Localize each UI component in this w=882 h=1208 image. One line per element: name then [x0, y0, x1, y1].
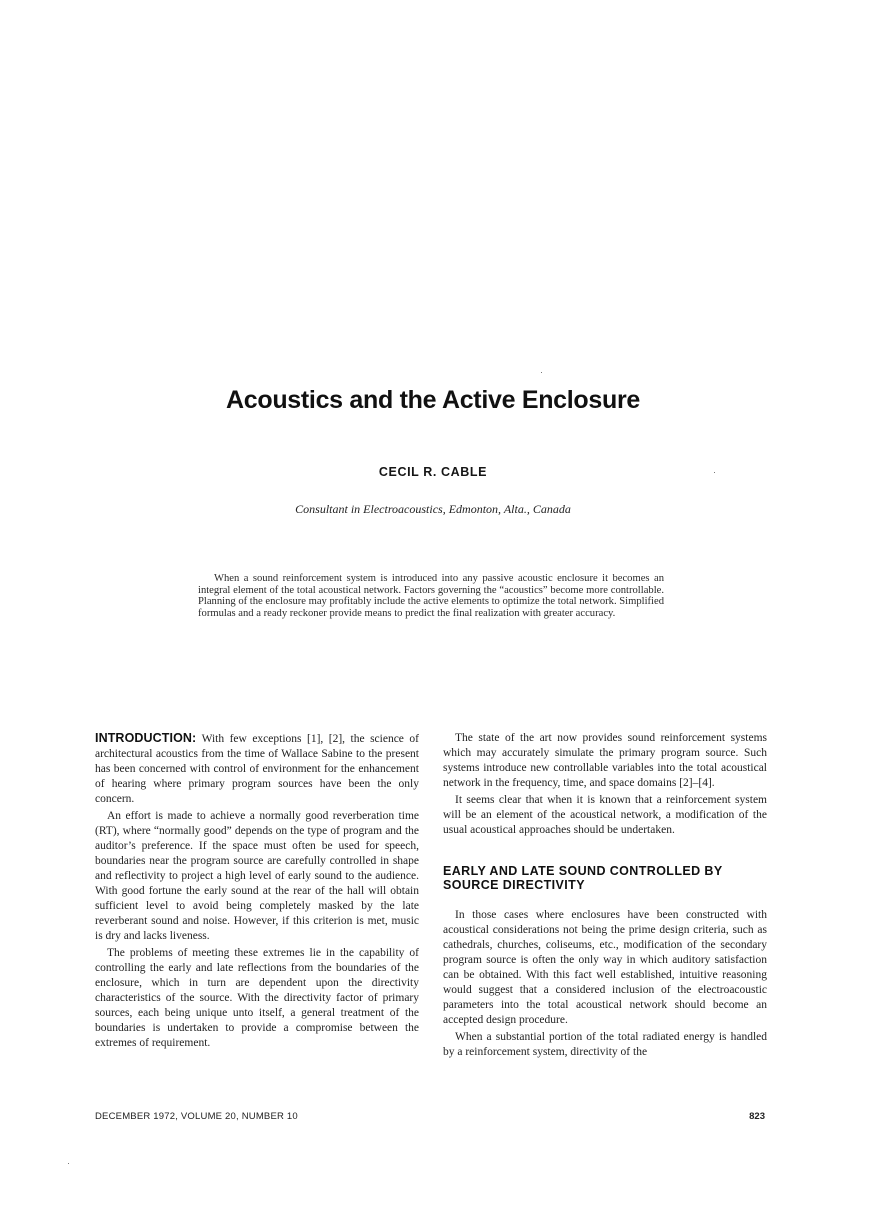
section-heading: EARLY AND LATE SOUND CONTROLLED BY SOURCE DIRECTIVITY: [443, 864, 723, 892]
right-column: [443, 731, 767, 1062]
body-paragraph: It seems clear that when it is known that a reinforcement system will be an element of the acoustical network, a modification of the usual acoustical approaches should be undertaken.: [443, 794, 767, 836]
intro-text: With few exceptions [1], [2], the science of architectural acoustics from the time of Wallace Sabine to the present has been concerned with control of environment for the enhancement of hearing where primary program sources have been the only concern.: [95, 733, 419, 805]
scan-speck: [541, 372, 542, 373]
journal-issue-footer: DECEMBER 1972, VOLUME 20, NUMBER 10: [95, 1111, 298, 1122]
body-paragraph: The state of the art now provides sound reinforcement systems which may accurately simulate the primary program source. Such systems introduce new controllable variables into the total acoustical network in the frequency, time, and space domains [2]–[4].: [443, 732, 767, 789]
intro-paragraph: [95, 731, 419, 807]
left-column: [95, 731, 419, 1053]
body-paragraph: In those cases where enclosures have been constructed with acoustical considerations not being the prime design criteria, such as cathedrals, churches, coliseums, etc., modification of the secondary program source is often the only way in which auditory satisfaction can be obtained. With this fact well established, intuitive reasoning would suggest that a considered inclusion of the electroacoustic parameters into the total acoustical network should become an accepted design procedure.: [443, 909, 767, 1026]
scan-speck: [68, 1163, 69, 1164]
body-paragraph: An effort is made to achieve a normally good reverberation time (RT), where “normally good” depends on the type of program and the auditor’s preference. If the space must often be used for speech, boundaries near the program source are carefully controlled in shape and reflectivity to project a high level of early sound to the audience. With good fortune the early sound at the rear of the hall will obtain sufficient level to avoid being completely masked by the late reverberant sound and noise. However, if this criterion is met, music is dry and lacks liveness.: [95, 810, 419, 942]
page-number: 823: [749, 1111, 765, 1122]
author-affiliation: Consultant in Electroacoustics, Edmonton, Alta., Canada: [295, 502, 571, 516]
abstract: When a sound reinforcement system is introduced into any passive acoustic enclosure it becomes an integral element of the total acoustical network. Factors governing the “acoustics” become more controllable. Planning of the enclosure may profitably include the active elements to optimize the total network. Simplified formulas and a ready reckoner provide means to predict the final realization with greater accuracy.: [198, 573, 665, 619]
scan-speck: [714, 472, 715, 473]
body-paragraph: When a substantial portion of the total radiated energy is handled by a reinforcement system, directivity of the: [443, 1031, 767, 1058]
paper-title: Acoustics and the Active Enclosure: [226, 386, 640, 414]
body-paragraph: The problems of meeting these extremes lie in the capability of controlling the early and late reflections from the boundaries of the enclosure, which in turn are dependent upon the directivity characteristics of the source. With the directivity factor of primary sources, each being unique unto itself, a general treatment of the boundaries is undertaken to provide a compromise between the extremes of requirement.: [95, 947, 419, 1049]
author-name: CECIL R. CABLE: [378, 465, 488, 479]
intro-heading: INTRODUCTION:: [95, 731, 197, 745]
